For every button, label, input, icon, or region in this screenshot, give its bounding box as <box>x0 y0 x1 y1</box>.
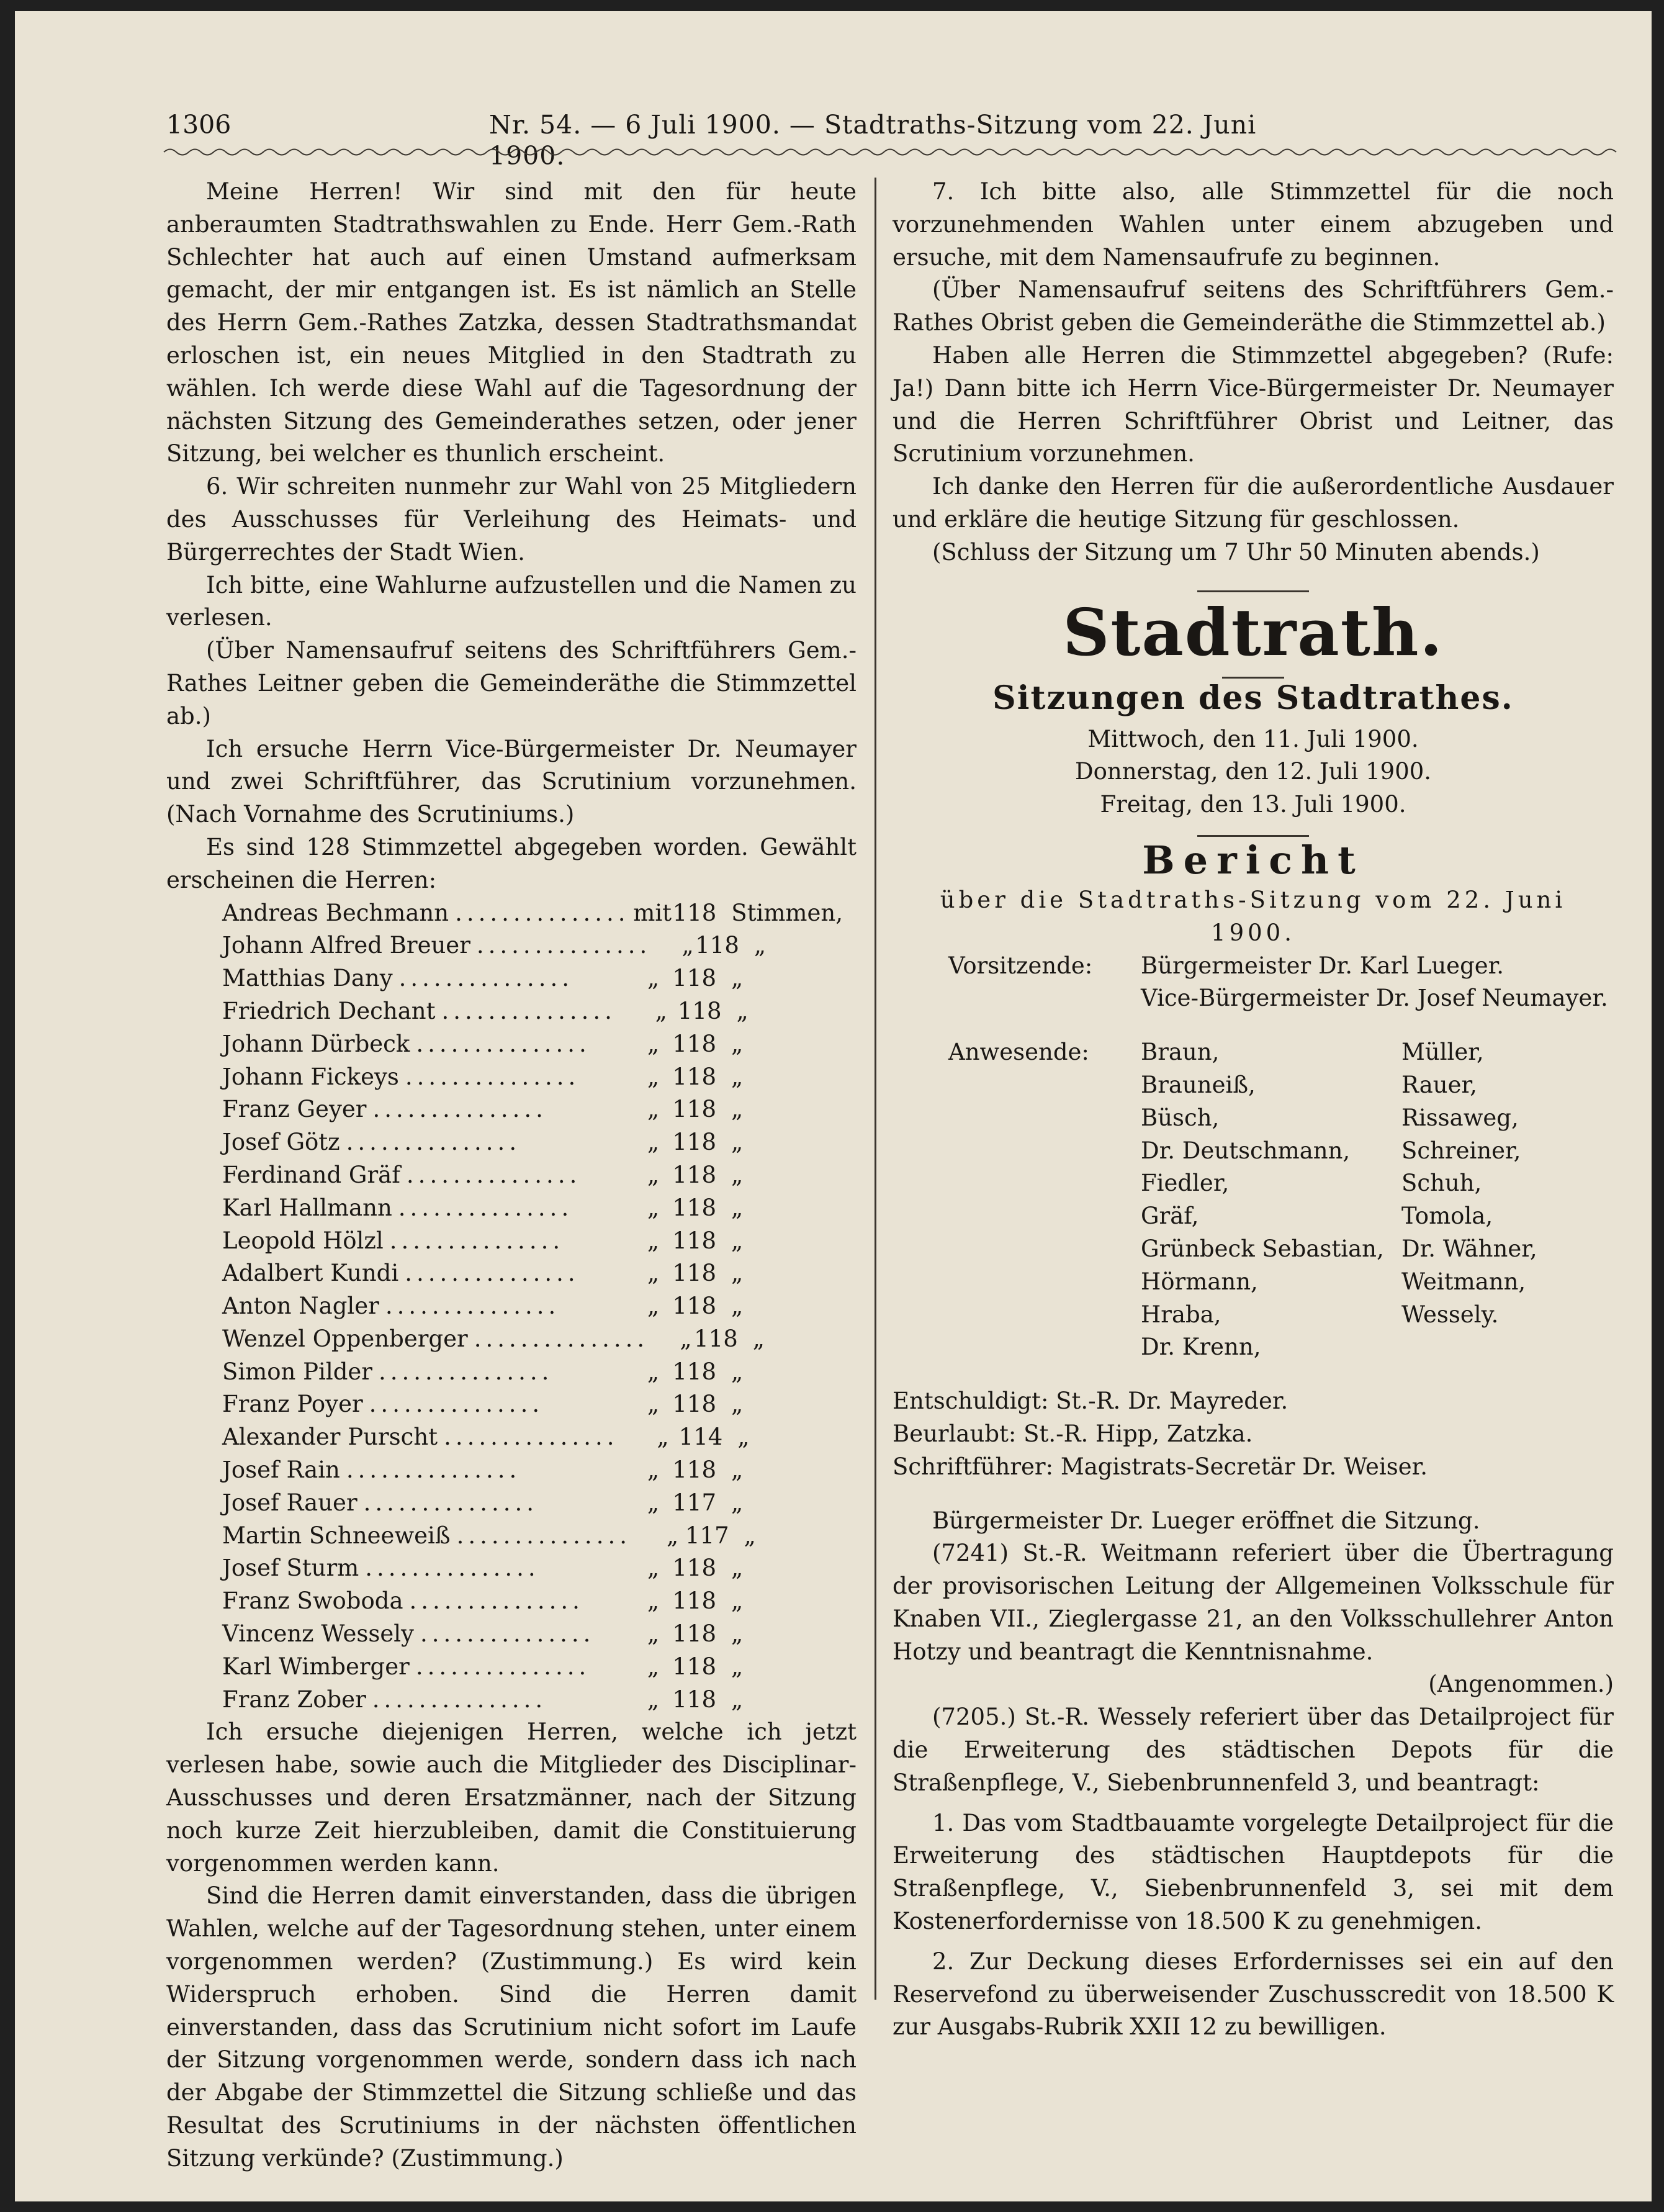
list-item: Josef Sturm ............... „ 118 „ <box>222 1555 744 1582</box>
motion-1: 1. Das vom Stadtbauamte vorgelegte Detailproject für die Erweiterung des städtischen Hauptdepots für die Straßenpflege, V., Siebenbrunnenfeld 3, sei mit dem Kostenerfordernisse von 18.500 K zu genehmigen. <box>893 1809 1614 1935</box>
list-item: Leopold Hölzl ............... „ 118 „ <box>222 1227 744 1254</box>
paragraph: Ich bitte, eine Wahlurne aufzustellen und die Namen zu verlesen. <box>166 571 857 631</box>
attendees-label: Anwesende: <box>948 1039 1089 1066</box>
document-page <box>15 11 1652 2201</box>
list-item: Franz Swoboda ............... „ 118 „ <box>222 1587 744 1615</box>
opening-statement: Bürgermeister Dr. Lueger eröffnet die Sitzung. <box>932 1507 1480 1534</box>
list-item: Müller, <box>1401 1039 1484 1066</box>
motion-2: 2. Zur Deckung dieses Erfordernisses sei ein auf den Reservefond zu überweisender Zuschusscredit von 18.500 K zur Ausgabs-Rubrik XXII 12 zu bewilligen. <box>893 1948 1614 2041</box>
elected-names-list <box>222 897 843 1717</box>
list-item: Tomola, <box>1401 1203 1493 1230</box>
list-item: Franz Poyer ............... „ 118 „ <box>222 1391 744 1418</box>
chairs-block <box>948 950 1614 1016</box>
list-item: Johann Fickeys ............... „ 118 „ <box>222 1063 744 1090</box>
list-item: Josef Rauer ............... „ 117 „ <box>222 1489 744 1516</box>
list-item: Johann Dürbeck ............... „ 118 „ <box>222 1030 744 1057</box>
list-item: Karl Wimberger ............... „ 118 „ <box>222 1653 744 1680</box>
paragraph: Sind die Herren damit einverstanden, dass die übrigen Wahlen, welche auf der Tagesordnung stehen, unter einem vorgenommen werden? (Zustimmung.) Es wird kein Widerspruch erhoben. Sind die Herren damit einverstanden, dass das Scrutinium nicht sofort im Laufe der Sitzung vorgenommen werde, sondern dass ich nach der Abgabe der Stimmzettel die Sitzung schließe und das Resultat des Scrutiniums in der nächsten öffentlichen Sitzung verkünde? (Zustimmung.) <box>166 1882 857 2172</box>
list-item: Wenzel Oppenberger ............... „ 118 „ <box>222 1325 765 1352</box>
report-subtitle: über die Stadtraths-Sitzung vom 22. Juni 1900. <box>940 886 1567 946</box>
list-item: Schreiner, <box>1401 1137 1521 1164</box>
paragraph-note: (Über Namensaufruf seitens des Schriftführers Gem.-Rathes Leitner geben die Gemeinderäthe die Stimmzettel ab.) <box>166 637 857 729</box>
list-item: Braun, <box>1141 1039 1220 1066</box>
section-title-stadtrath: Stadtrath. <box>1063 594 1444 670</box>
list-item: Hörmann, <box>1141 1268 1258 1295</box>
attendees-block <box>948 1036 1614 1364</box>
list-item: Weitmann, <box>1401 1268 1526 1295</box>
paragraph: Meine Herren! Wir sind mit den für heute anberaumten Stadtrathswahlen zu Ende. Herr Gem.-Rath Schlechter hat auch auf einen Umstand aufmerksam gemacht, der mir entgangen ist. Es ist nämlich an Stelle des Herrn Gem.-Rathes Zatzka, dessen Stadtrathsmandat erloschen ist, ein neues Mitglied in den Stadtrath zu wählen. Ich werde diese Wahl auf die Tagesordnung der nächsten Sitzung des Gemeinderathes setzen, oder jener Sitzung, bei welcher es thunlich erscheint. <box>166 178 857 467</box>
list-item: Ferdinand Gräf ............... „ 118 „ <box>222 1161 744 1188</box>
list-item: Josef Rain ............... „ 118 „ <box>222 1456 744 1484</box>
list-item: Dr. Krenn, <box>1141 1334 1261 1361</box>
paragraph-closing: (Schluss der Sitzung um 7 Uhr 50 Minuten abends.) <box>932 538 1540 566</box>
paragraph: Ich ersuche Herrn Vice-Bürgermeister Dr. Neumayer und zwei Schriftführer, das Scrutinium vorzunehmen. (Nach Vornahme des Scrutiniums.) <box>166 735 857 828</box>
excused-line: Entschuldigt: St.-R. Dr. Mayreder. <box>893 1388 1288 1415</box>
list-item: Dr. Wähner, <box>1401 1235 1537 1262</box>
paragraph: Haben alle Herren die Stimmzettel abgegeben? (Rufe: Ja!) Dann bitte ich Herrn Vice-Bürgermeister Dr. Neumayer und die Herren Schriftführer Obrist und Leitner, das Scrutinium vorzunehmen. <box>893 341 1614 467</box>
chairs-label: Vorsitzende: <box>948 952 1093 979</box>
list-item: Gräf, <box>1141 1203 1199 1230</box>
list-item: Franz Zober ............... „ 118 „ <box>222 1686 744 1713</box>
list-item: Josef Götz ............... „ 118 „ <box>222 1129 744 1156</box>
agenda-item-7205: (7205.) St.-R. Wessely referiert über das Detailproject für die Erweiterung des städtischen Depots für die Straßenpflege, V., Siebenbrunnenfeld 3, und beantragt: <box>893 1704 1614 1796</box>
list-item: Bürgermeister Dr. Karl Lueger. <box>1141 952 1504 979</box>
column-divider <box>875 178 876 2000</box>
list-item: Wessely. <box>1401 1301 1499 1328</box>
paragraph-item-6: 6. Wir schreiten nunmehr zur Wahl von 25 Mitgliedern des Ausschusses für Verleihung des Heimats- und Bürgerrechtes der Stadt Wien. <box>166 473 857 566</box>
paragraph-item-7: 7. Ich bitte also, alle Stimmzettel für die noch vorzunehmenden Wahlen unter einem abzugeben und ersuche, mit dem Namensaufrufe zu beginnen. <box>893 178 1614 271</box>
secretary-line: Schriftführer: Magistrats-Secretär Dr. Weiser. <box>893 1453 1428 1480</box>
meeting-date: Donnerstag, den 12. Juli 1900. <box>1074 758 1432 785</box>
right-column <box>893 176 1614 2044</box>
agenda-result: (Angenommen.) <box>1428 1671 1614 1698</box>
meeting-date: Freitag, den 13. Juli 1900. <box>1100 791 1406 818</box>
list-item: Büsch, <box>1141 1104 1220 1131</box>
list-item: Grünbeck Sebastian, <box>1141 1235 1384 1262</box>
on-leave-line: Beurlaubt: St.-R. Hipp, Zatzka. <box>893 1420 1253 1447</box>
page-number: 1306 <box>166 110 232 140</box>
section-subtitle: Sitzungen des Stadtrathes. <box>992 679 1514 717</box>
list-item: Friedrich Dechant ............... „ 118 „ <box>222 997 749 1024</box>
header-title: Nr. 54. — 6 Juli 1900. — Stadtraths-Sitzung vom 22. Juni 1900. <box>489 110 1257 171</box>
paragraph: Ich danke den Herren für die außerordentliche Ausdauer und erkläre die heutige Sitzung für geschlossen. <box>893 473 1614 533</box>
list-item: Andreas Bechmann ............... mit 118 Stimmen, <box>222 899 843 926</box>
attendees-col-2 <box>1401 1036 1537 1364</box>
chairs-list <box>1141 950 1608 1016</box>
list-item: Simon Pilder ............... „ 118 „ <box>222 1358 744 1385</box>
list-item: Anton Nagler ............... „ 118 „ <box>222 1293 744 1320</box>
decorative-wave-rule <box>164 145 1622 159</box>
list-item: Adalbert Kundi ............... „ 118 „ <box>222 1260 744 1287</box>
list-item: Hraba, <box>1141 1301 1221 1328</box>
paragraph-note: (Über Namensaufruf seitens des Schriftführers Gem.-Rathes Obrist geben die Gemeinderäthe die Stimmzettel ab.) <box>893 276 1614 336</box>
list-item: Johann Alfred Breuer ............... „ 118 „ <box>222 932 767 959</box>
list-item: Matthias Dany ............... „ 118 „ <box>222 965 744 992</box>
list-item: Franz Geyer ............... „ 118 „ <box>222 1096 744 1123</box>
attendees-col-1 <box>1141 1036 1401 1364</box>
report-title: Bericht <box>1142 837 1364 883</box>
paragraph: Ich ersuche diejenigen Herren, welche ich jetzt verlesen habe, sowie auch die Mitglieder des Disciplinar-Ausschusses und deren Ersatzmänner, nach der Sitzung noch kurze Zeit hierzubleiben, damit die Constituierung vorgenommen werden kann. <box>166 1718 857 1877</box>
list-item: Rauer, <box>1401 1071 1477 1098</box>
paragraph: Es sind 128 Stimmzettel abgegeben worden. Gewählt erscheinen die Herren: <box>166 833 857 893</box>
left-column <box>166 176 857 2175</box>
list-item: Dr. Deutschmann, <box>1141 1137 1351 1164</box>
list-item: Martin Schneeweiß ............... „ 117 „ <box>222 1522 756 1549</box>
list-item: Fiedler, <box>1141 1170 1230 1197</box>
list-item: Vincenz Wessely ............... „ 118 „ <box>222 1620 744 1648</box>
list-item: Vice-Bürgermeister Dr. Josef Neumayer. <box>1141 985 1608 1012</box>
agenda-item-7241: (7241) St.-R. Weitmann referiert über die Übertragung der provisorischen Leitung der Allgemeinen Volksschule für Knaben VII., Zieglergasse 21, an den Volksschullehrer Anton Hotzy und beantragt die Kenntnisnahme. <box>893 1540 1614 1665</box>
list-item: Alexander Purscht ............... „ 114 „ <box>222 1424 750 1451</box>
list-item: Karl Hallmann ............... „ 118 „ <box>222 1194 744 1221</box>
meeting-date: Mittwoch, den 11. Juli 1900. <box>1087 725 1419 752</box>
list-item: Rissaweg, <box>1401 1104 1519 1131</box>
list-item: Schuh, <box>1401 1170 1482 1197</box>
list-item: Brauneiß, <box>1141 1071 1256 1098</box>
